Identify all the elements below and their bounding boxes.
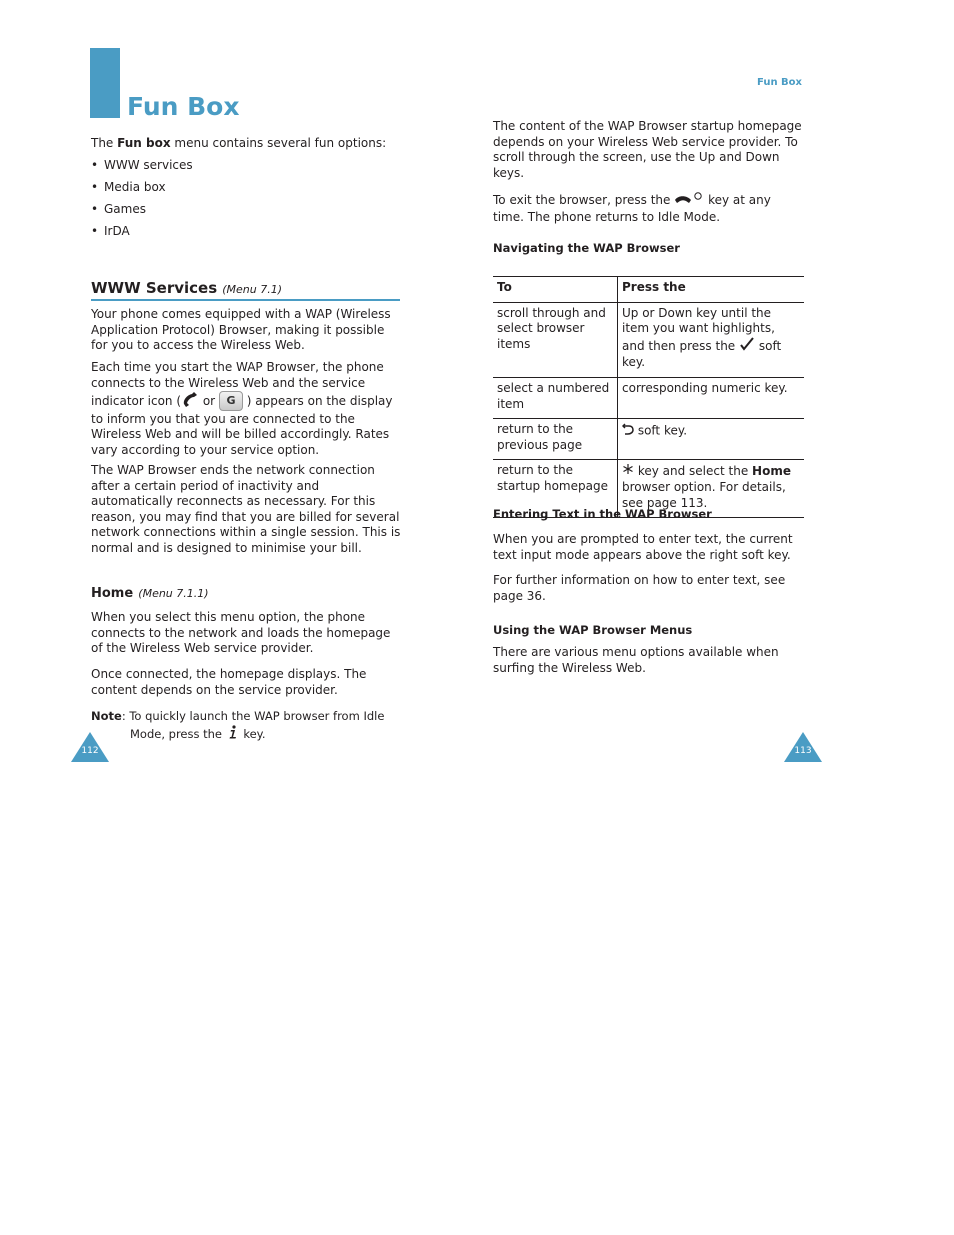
table-row <box>493 419 804 460</box>
table-row <box>493 377 804 418</box>
intro-bold: Fun box <box>117 136 171 150</box>
table-cell: key and select the Home browser option. For details, see page 113. <box>618 460 805 518</box>
entering-heading: Entering Text in the WAP Browser <box>493 507 712 521</box>
note: Note: To quickly launch the WAP browser from Idle Mode, press the key. <box>91 709 403 743</box>
entering-paragraph-1: When you are prompted to enter text, the current text input mode appears above the right soft key. <box>493 532 793 562</box>
phone-handset-icon <box>181 391 199 412</box>
list-item: • Games <box>91 202 391 224</box>
www-paragraph-3: The WAP Browser ends the network connection after a certain period of inactivity and automatically reconnects as necessary. For this reason, you may find that you are billed for several network connections within a single session. This is normal and is designed to minimise your bill. <box>91 463 401 555</box>
table-cell: select a numbered item <box>493 377 618 418</box>
menu-ref: (Menu 7.1.1) <box>138 587 209 600</box>
menus-paragraph: There are various menu options available when surfing the Wireless Web. <box>493 645 779 675</box>
menus-heading: Using the WAP Browser Menus <box>493 623 693 637</box>
running-head: Fun Box <box>757 77 802 88</box>
page-number-right: 113 <box>784 732 822 762</box>
subsection-title: Home <box>91 586 134 601</box>
www-paragraph-2: Each time you start the WAP Browser, the phone connects to the Wireless Web and the service indicator icon ( or G ) appears on the display to inform you that you are connected to the Wireless Web and will be billed accordingly. Rates vary according to your service option. <box>91 360 393 457</box>
list-item: • IrDA <box>91 224 391 246</box>
home-paragraph-1: When you select this menu option, the phone connects to the network and loads the homepage of the Wireless Web service provider. <box>91 610 391 656</box>
menu-ref: (Menu 7.1) <box>222 283 283 296</box>
table-cell: scroll through and select browser items <box>493 302 618 377</box>
intro-paragraph: The Fun box menu contains several fun options: <box>91 136 387 150</box>
chapter-title: Fun Box <box>127 92 240 121</box>
www-paragraph-1: Your phone comes equipped with a WAP (Wireless Application Protocol) Browser, making it possible for you to access the Wireless Web. <box>91 307 391 353</box>
table-cell: return to the startup homepage <box>493 460 618 518</box>
back-arrow-icon <box>622 422 634 440</box>
section-title: WWW Services <box>91 279 218 297</box>
list-item: • Media box <box>91 180 391 202</box>
g-indicator-icon: G <box>219 391 243 411</box>
startup-paragraph: The content of the WAP Browser startup homepage depends on your Wireless Web service provider. To scroll through the screen, use the Up and Down keys. <box>493 119 802 180</box>
table-header: Press the <box>618 277 805 303</box>
table-cell: corresponding numeric key. <box>618 377 805 418</box>
table-cell: soft key. <box>618 419 805 460</box>
star-key-icon <box>622 463 634 480</box>
table-row <box>493 302 804 377</box>
table-cell: return to the previous page <box>493 419 618 460</box>
note-label: Note <box>91 709 122 723</box>
end-key-icon <box>674 191 704 210</box>
www-services-heading <box>91 278 400 301</box>
checkmark-icon <box>739 337 755 356</box>
home-paragraph-2: Once connected, the homepage displays. The content depends on the service provider. <box>91 667 367 697</box>
list-item: • WWW services <box>91 158 391 180</box>
home-heading <box>91 582 209 601</box>
nav-heading: Navigating the WAP Browser <box>493 241 680 255</box>
page-number-left: 112 <box>71 732 109 762</box>
navigation-table <box>493 276 804 518</box>
table-header-row <box>493 277 804 303</box>
table-cell: Up or Down key until the item you want highlights, and then press the soft key. <box>618 302 805 377</box>
chapter-title-bar <box>90 48 120 118</box>
exit-paragraph: To exit the browser, press the key at any time. The phone returns to Idle Mode. <box>493 192 771 224</box>
fun-box-options-list <box>91 158 391 246</box>
info-key-icon <box>226 725 240 744</box>
table-header: To <box>493 277 618 303</box>
entering-paragraph-2: For further information on how to enter text, see page 36. <box>493 573 786 603</box>
